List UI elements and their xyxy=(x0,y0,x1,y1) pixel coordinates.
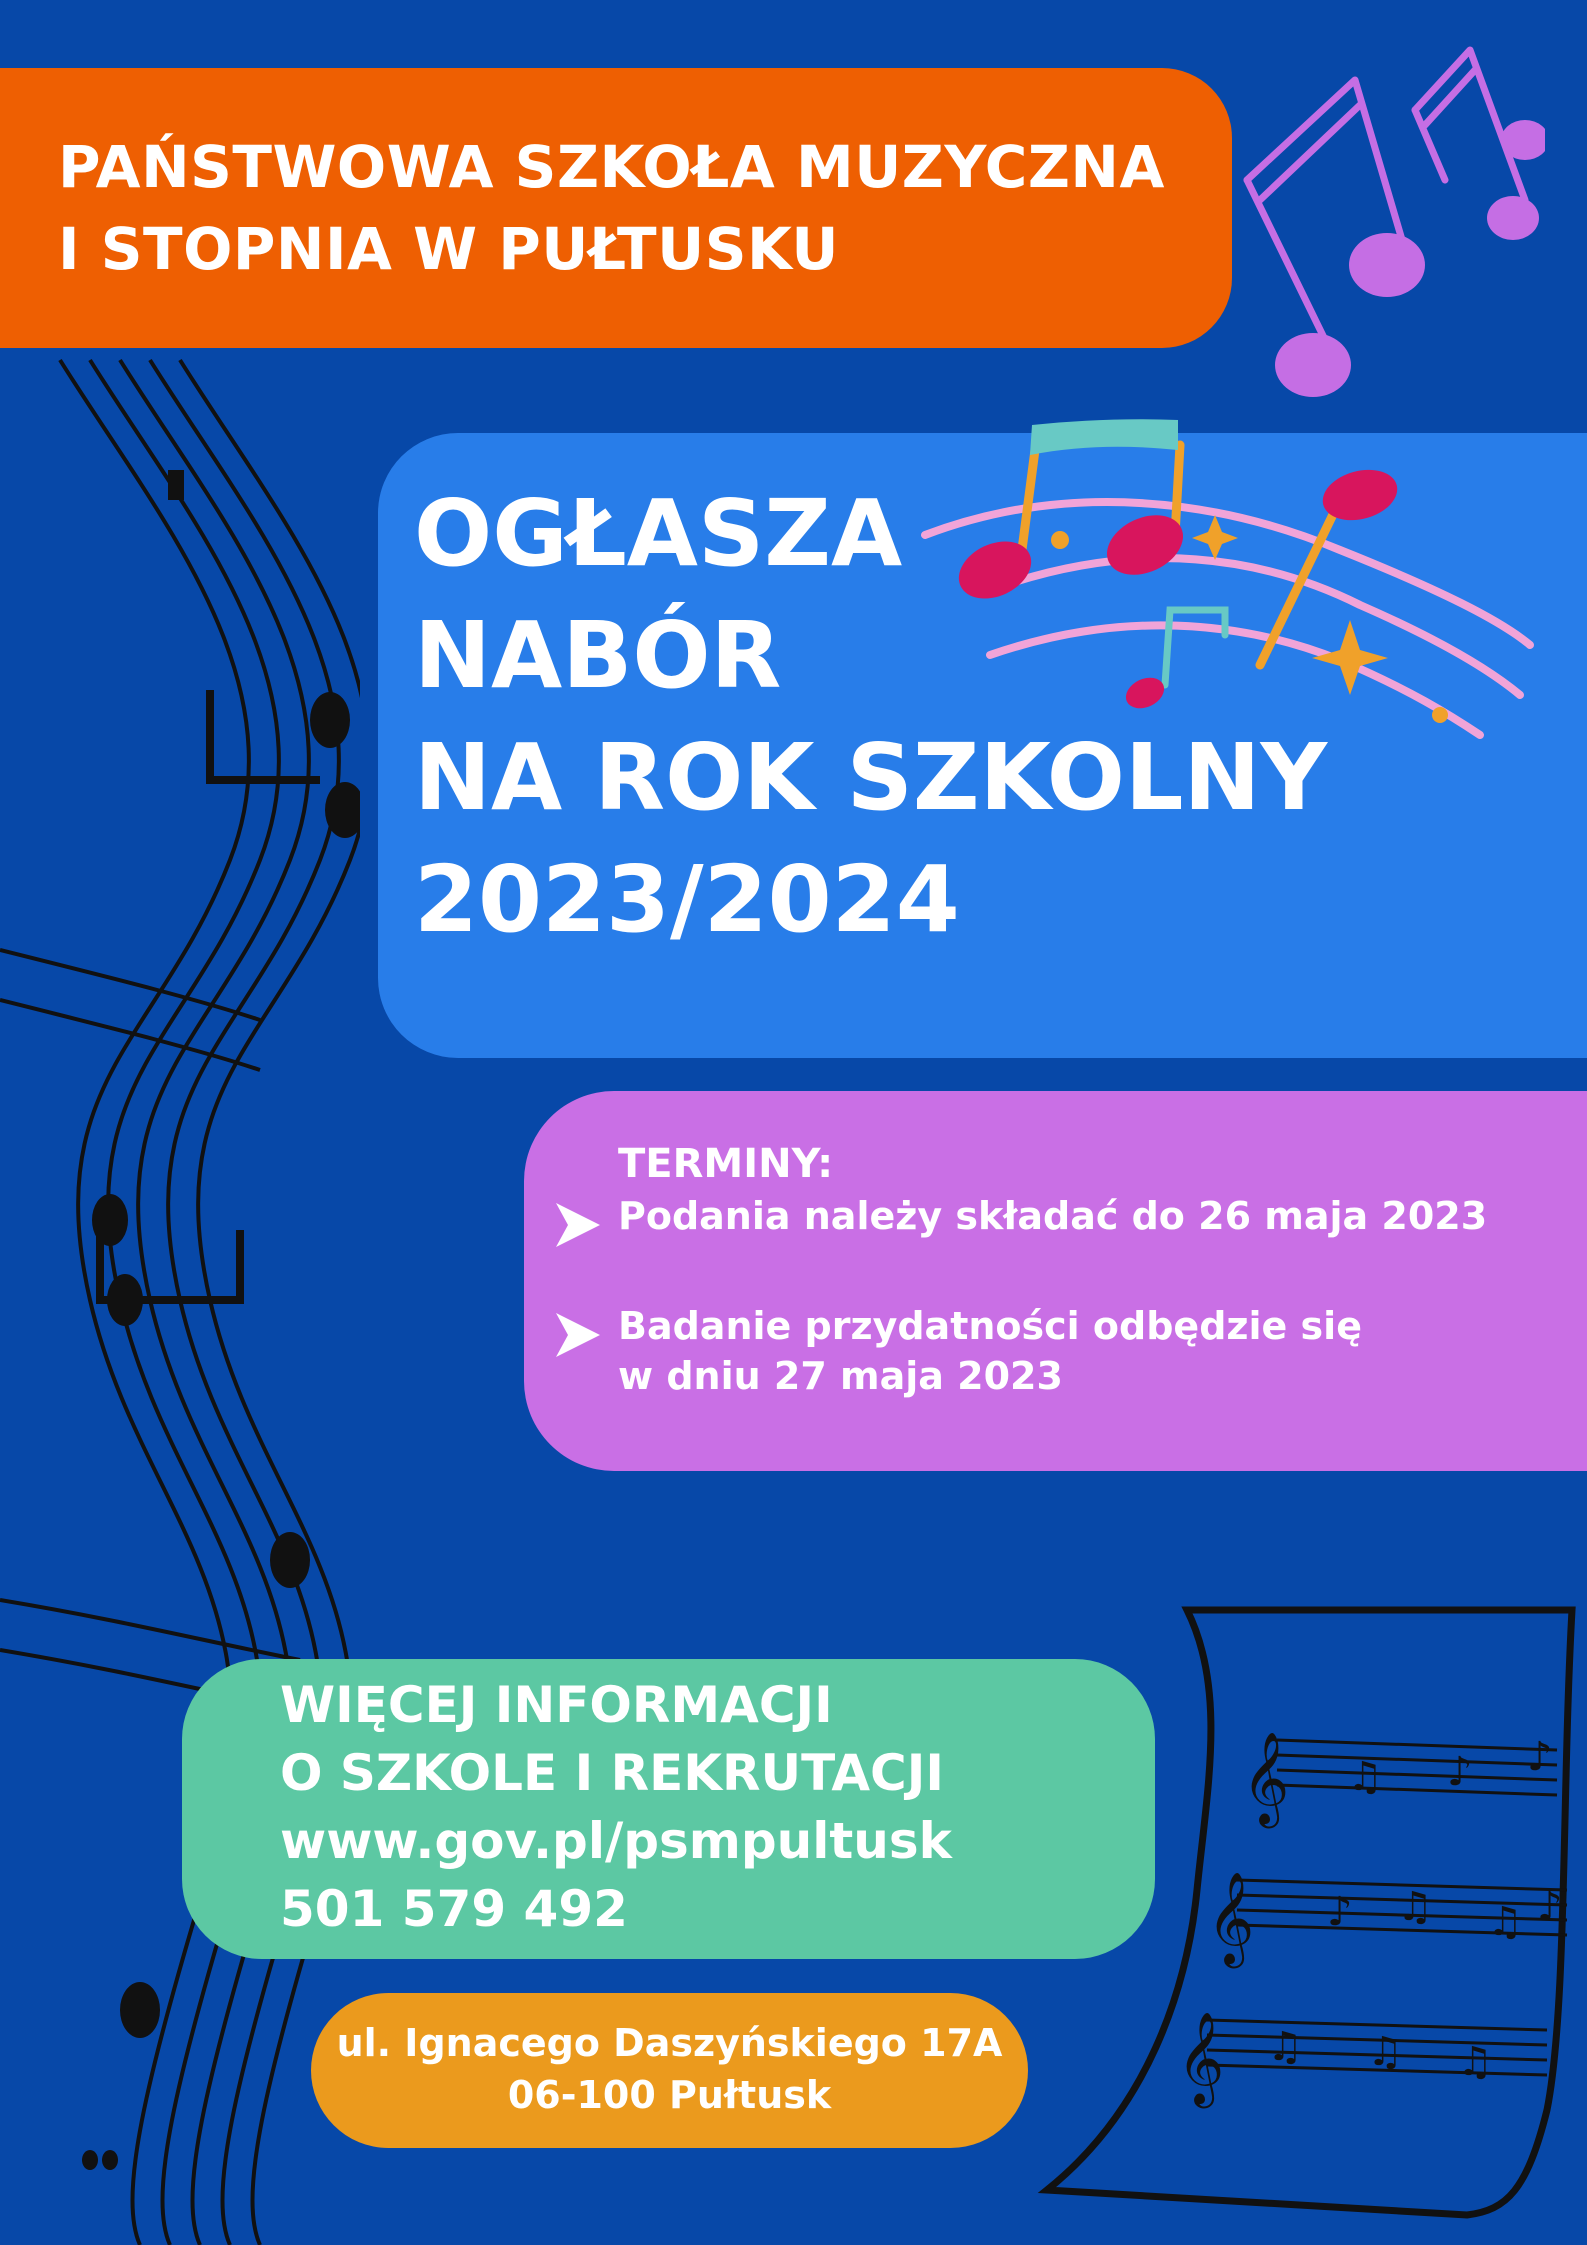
term-text-line2: w dniu 27 maja 2023 xyxy=(618,1354,1063,1398)
svg-text:♫: ♫ xyxy=(1367,2029,1403,2075)
term-text xyxy=(618,1191,1487,1241)
address-panel xyxy=(311,1993,1028,2148)
svg-text:♫: ♫ xyxy=(1487,1899,1523,1945)
terms-heading: TERMINY: xyxy=(618,1141,834,1187)
headline-line2: NABÓR xyxy=(414,602,782,709)
school-name-line1: PAŃSTWOWA SZKOŁA MUZYCZNA xyxy=(58,133,1165,201)
svg-text:♫: ♫ xyxy=(1347,1754,1383,1800)
svg-text:♪: ♪ xyxy=(1447,1749,1473,1795)
address-street: ul. Ignacego Daszyńskiego 17A xyxy=(336,2021,1003,2065)
term-text-line1: Podania należy składać do 26 maja 2023 xyxy=(618,1194,1488,1238)
arrow-right-icon xyxy=(552,1199,604,1251)
headline-year: 2023/2024 xyxy=(414,846,960,953)
arrow-right-icon xyxy=(552,1309,604,1361)
info-line1: WIĘCEJ INFORMACJI xyxy=(280,1676,833,1734)
term-item xyxy=(552,1191,1487,1251)
svg-text:♪: ♪ xyxy=(1327,1889,1353,1935)
website-link[interactable]: www.gov.pl/psmpultusk xyxy=(280,1812,952,1870)
info-text xyxy=(280,1671,952,1943)
headline-line3: NA ROK SZKOLNY xyxy=(414,724,1328,831)
term-text xyxy=(618,1301,1362,1401)
term-item xyxy=(552,1301,1362,1401)
info-panel xyxy=(182,1659,1155,1959)
svg-text:♫: ♫ xyxy=(1457,2039,1493,2085)
music-notes-icon xyxy=(1235,40,1545,420)
headline-line1: OGŁASZA xyxy=(414,480,903,587)
phone-number[interactable]: 501 579 492 xyxy=(280,1880,628,1938)
svg-text:𝄞: 𝄞 xyxy=(1177,2011,1225,2104)
svg-text:♫: ♫ xyxy=(1267,2024,1303,2070)
svg-text:𝄞: 𝄞 xyxy=(1242,1731,1290,1824)
svg-text:♪: ♪ xyxy=(1527,1734,1553,1780)
svg-text:♫: ♫ xyxy=(1397,1884,1433,1930)
school-name-line2: I STOPNIA W PUŁTUSKU xyxy=(58,215,839,283)
info-line2: O SZKOLE I REKRUTACJI xyxy=(280,1744,944,1802)
term-text-line1: Badanie przydatności odbędzie się xyxy=(618,1304,1362,1348)
svg-text:♪: ♪ xyxy=(1537,1884,1563,1930)
school-name xyxy=(58,126,1165,290)
svg-text:𝄞: 𝄞 xyxy=(1207,1871,1255,1964)
colorful-notes-icon xyxy=(920,410,1540,750)
header-banner xyxy=(0,68,1232,348)
address-text xyxy=(311,1993,1028,2121)
address-city: 06-100 Pułtusk xyxy=(507,2073,832,2117)
terms-panel xyxy=(524,1091,1587,1471)
